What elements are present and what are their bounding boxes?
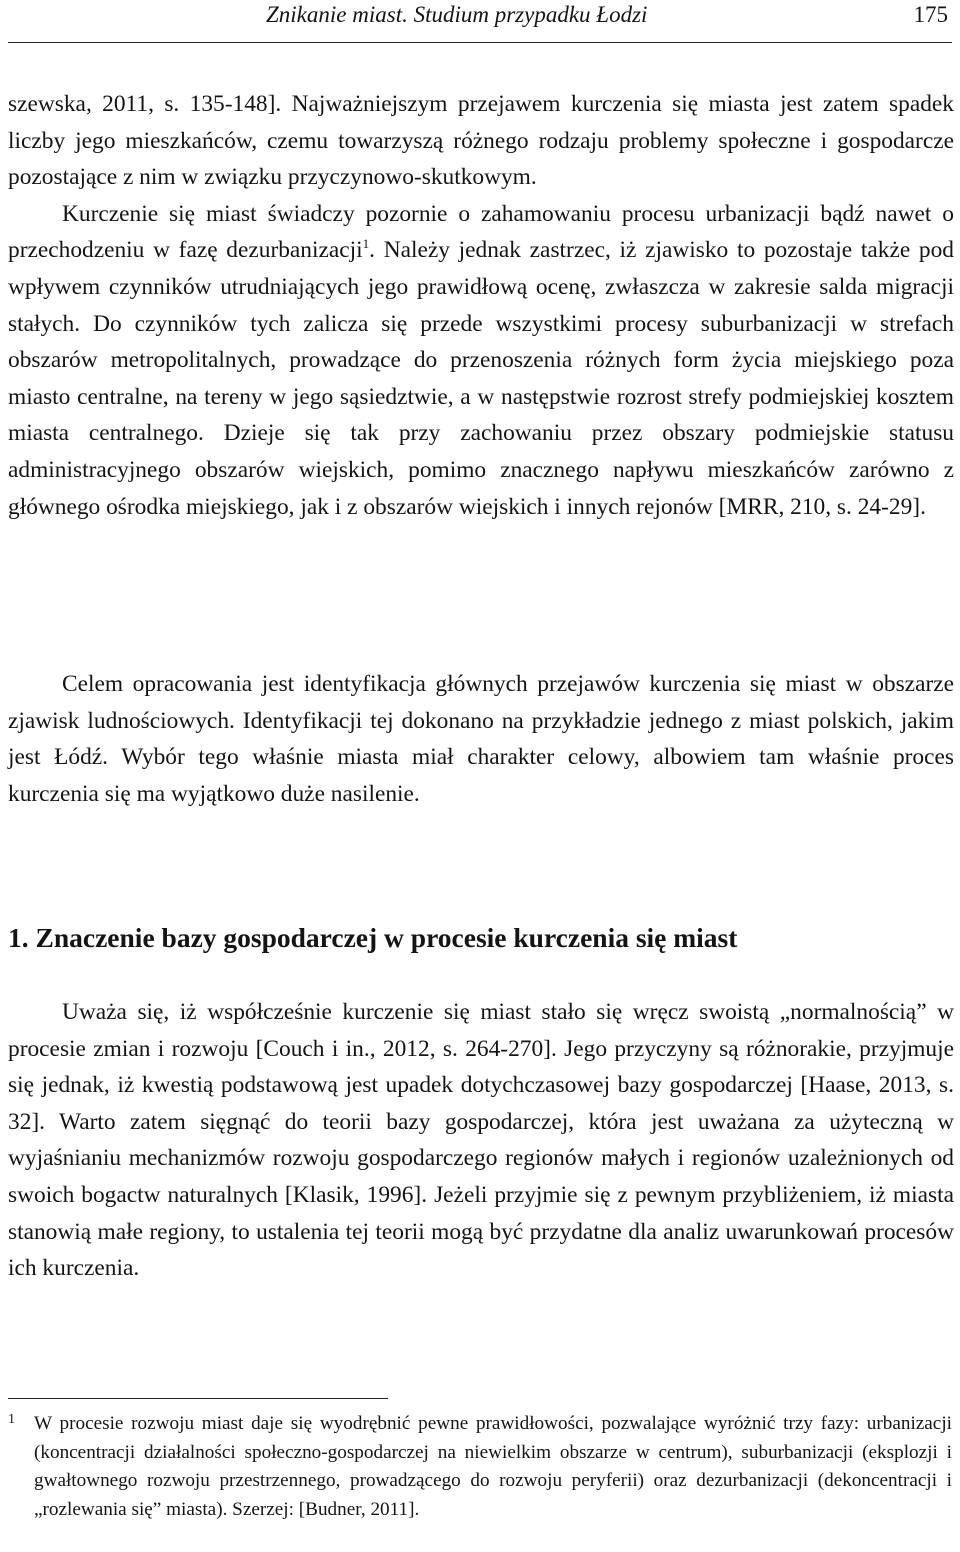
running-header: [8, 0, 952, 43]
footnote-text: W procesie rozwoju miast daje się wyodrębnić pewne prawidłowości, pozwalające wyróżnić trzy fazy: urbanizacji (koncentracji działalności społeczno-gospodarczej na niewielkim obszarze w centrum), suburbanizacji (eksplozji i gwałtownego rozwoju przestrzennego, prowadzącego do rozwoju peryferii) oraz dezurbanizacji (dekoncentracji i „rozlewania się” miasta). Szerzej: [Budner, 2011].: [34, 1413, 952, 1521]
paragraph-purpose: Celem opracowania jest identyfikacja głównych przejawów kurczenia się miast w obszarze zjawisk ludnościowych. Identyfikacji tej dokonano na przykładzie jednego z miast polskich, jakim jest Łódź. Wybór tego właśnie miasta miał charakter celowy, albowiem tam właśnie proces kurczenia się ma wyjątkowo duże nasilenie.: [8, 671, 954, 807]
page-number: 175: [913, 2, 948, 27]
purpose-text: [8, 666, 954, 812]
paragraph-urbanization-start: Kurczenie się miast świadczy pozornie o zahamowaniu procesu urbanizacji bądź nawet o przechodzeniu w fazę dezurbanizacji: [8, 200, 954, 264]
footnote-divider: [8, 1398, 388, 1399]
paragraph-economic-base: Uważa się, iż współcześnie kurczenie się miast stało się wręcz swoistą „normalnością” w procesie zmian i rozwoju [Couch i in., 2012, s. 264-270]. Jego przyczyny są różnorakie, przyjmuje się jednak, iż kwestią podstawową jest upadek dotychczasowej bazy gospodarczej [Haase, 2013, s. 32]. Warto zatem sięgnąć do teorii bazy gospodarczej, która jest uważana za użyteczną w wyjaśnianiu mechanizmów rozwoju gospodarczego regionów małych i regionów uzależnionych od swoich bogactw naturalnych [Klasik, 1996]. Jeżeli przyjmie się z pewnym przybliżeniem, iż miasta stanowią małe regiony, to ustalenia tej teorii mogą być przydatne dla analiz uwarunkowań procesów ich kurczenia.: [8, 999, 954, 1282]
paragraph-urbanization: [8, 196, 954, 525]
paragraph-urbanization-end: . Należy jednak zastrzec, iż zjawisko to pozostaje także pod wpływem czynników utrudniających jego prawidłową ocenę, zwłaszcza w zakresie salda migracji stałych. Do czynników tych zalicza się przede wszystkimi procesy suburbanizacji w strefach obszarów metropolitalnych, prowadzące do przenoszenia różnych form życia miejskiego poza miasto centralne, na tereny w jego sąsiedztwie, a w następstwie rozrost strefy podmiejskiej kosztem miasta centralnego. Dzieje się tak przy zachowaniu przez obszary podmiejskie statusu administracyjnego obszarów wiejskich, pomimo znacznego napływu mieszkańców zarówno z głównego ośrodka miejskiego, jak i z obszarów wiejskich i innych rejonów [MRR, 210, s. 24-29].: [8, 237, 954, 520]
footnote: [8, 1410, 952, 1525]
paragraph-continuation: szewska, 2011, s. 135-148]. Najważniejszym przejawem kurczenia się miasta jest zatem spadek liczby jego mieszkańców, czemu towarzyszą różnego rodzaju problemy społeczne i gospodarcze pozostające z nim w związku przyczynowo-skutkowym.: [8, 91, 954, 191]
introduction-text: [8, 86, 954, 525]
footnote-reference[interactable]: 1: [362, 236, 370, 252]
section-heading: 1. Znaczenie bazy gospodarczej w procesie kurczenia się miast: [8, 922, 738, 953]
section-text: [8, 994, 954, 1287]
running-title: Znikanie miast. Studium przypadku Łodzi: [266, 2, 648, 27]
footnote-number: 1: [8, 1412, 15, 1427]
